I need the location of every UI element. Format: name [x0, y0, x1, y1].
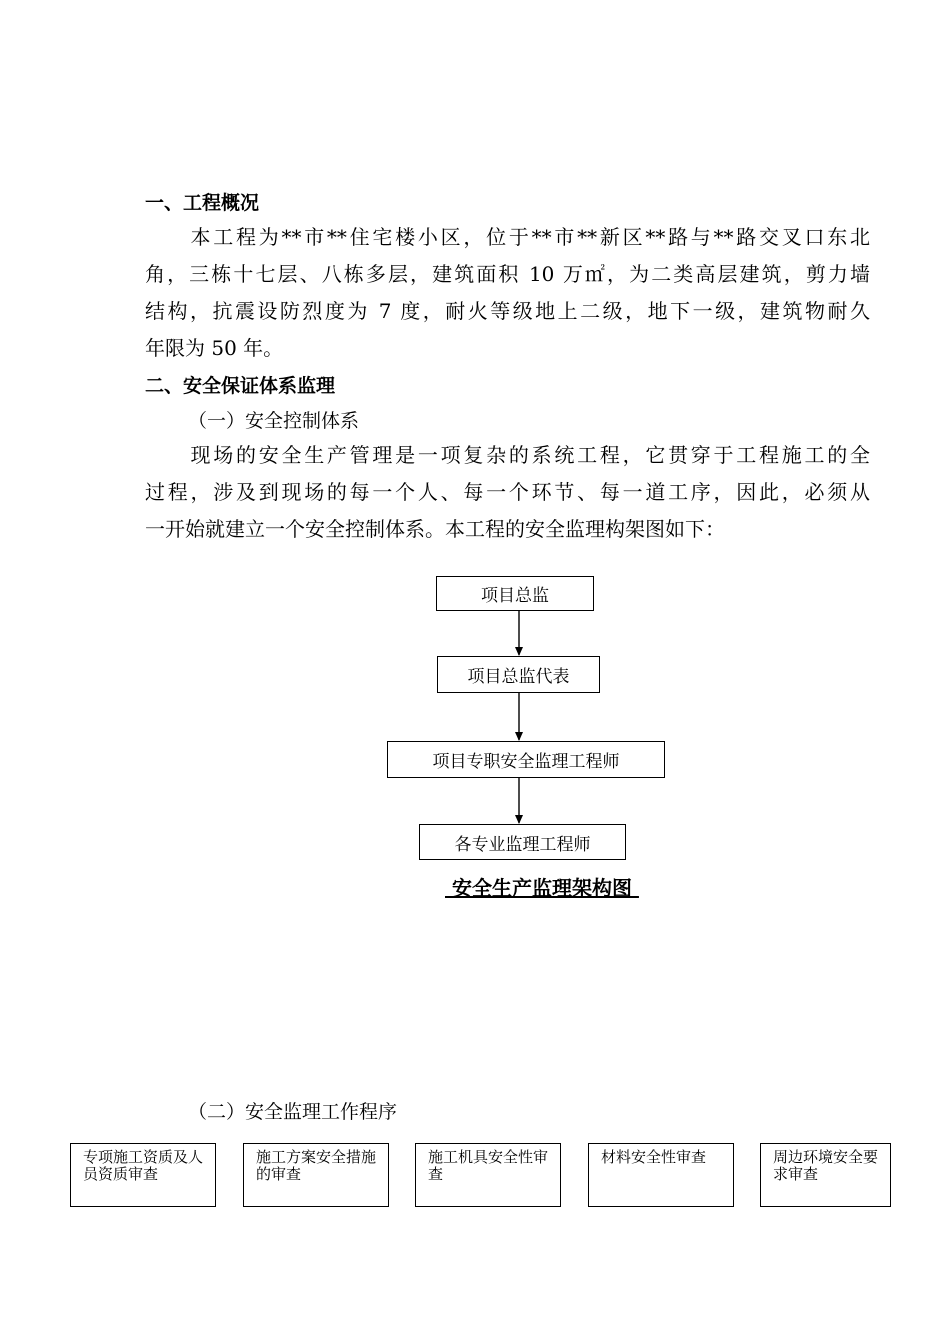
procedure-step: 施工方案安全措施的审查 [243, 1143, 389, 1207]
paragraph-line: 角，三栋十七层、八栋多层，建筑面积 10 万㎡，为二类高层建筑，剪力墙 [145, 262, 870, 286]
section1-heading: 一、工程概况 [145, 192, 260, 214]
paragraph-line: 现场的安全生产管理是一项复杂的系统工程，它贯穿于工程施工的全 [145, 443, 870, 467]
org-node-project-director: 项目总监 [436, 576, 594, 611]
org-node-safety-engineer: 项目专职安全监理工程师 [387, 741, 665, 778]
subsection1-title: （一）安全控制体系 [188, 410, 360, 432]
org-node-director-representative: 项目总监代表 [437, 656, 600, 693]
section2-heading: 二、安全保证体系监理 [145, 375, 336, 397]
paragraph-line: 年限为 50 年。 [145, 336, 284, 360]
paragraph-line: 过程，涉及到现场的每一个人、每一个环节、每一道工序，因此，必须从 [145, 480, 870, 504]
org-chart-caption: 安全生产监理架构图 [445, 876, 639, 900]
org-node-specialty-engineers: 各专业监理工程师 [419, 824, 626, 860]
subsection2-title: （二）安全监理工作程序 [188, 1101, 398, 1123]
procedure-step: 周边环境安全要求审查 [760, 1143, 891, 1207]
procedure-step: 材料安全性审查 [588, 1143, 734, 1207]
paragraph-line: 结构，抗震设防烈度为 7 度，耐火等级地上二级，地下一级，建筑物耐久 [145, 299, 870, 323]
procedure-step: 施工机具安全性审查 [415, 1143, 561, 1207]
paragraph-line: 一开始就建立一个安全控制体系。本工程的安全监理构架图如下： [145, 517, 725, 541]
procedure-step: 专项施工资质及人员资质审查 [70, 1143, 216, 1207]
paragraph-line: 本工程为**市**住宅楼小区，位于**市**新区**路与**路交叉口东北 [145, 225, 870, 249]
